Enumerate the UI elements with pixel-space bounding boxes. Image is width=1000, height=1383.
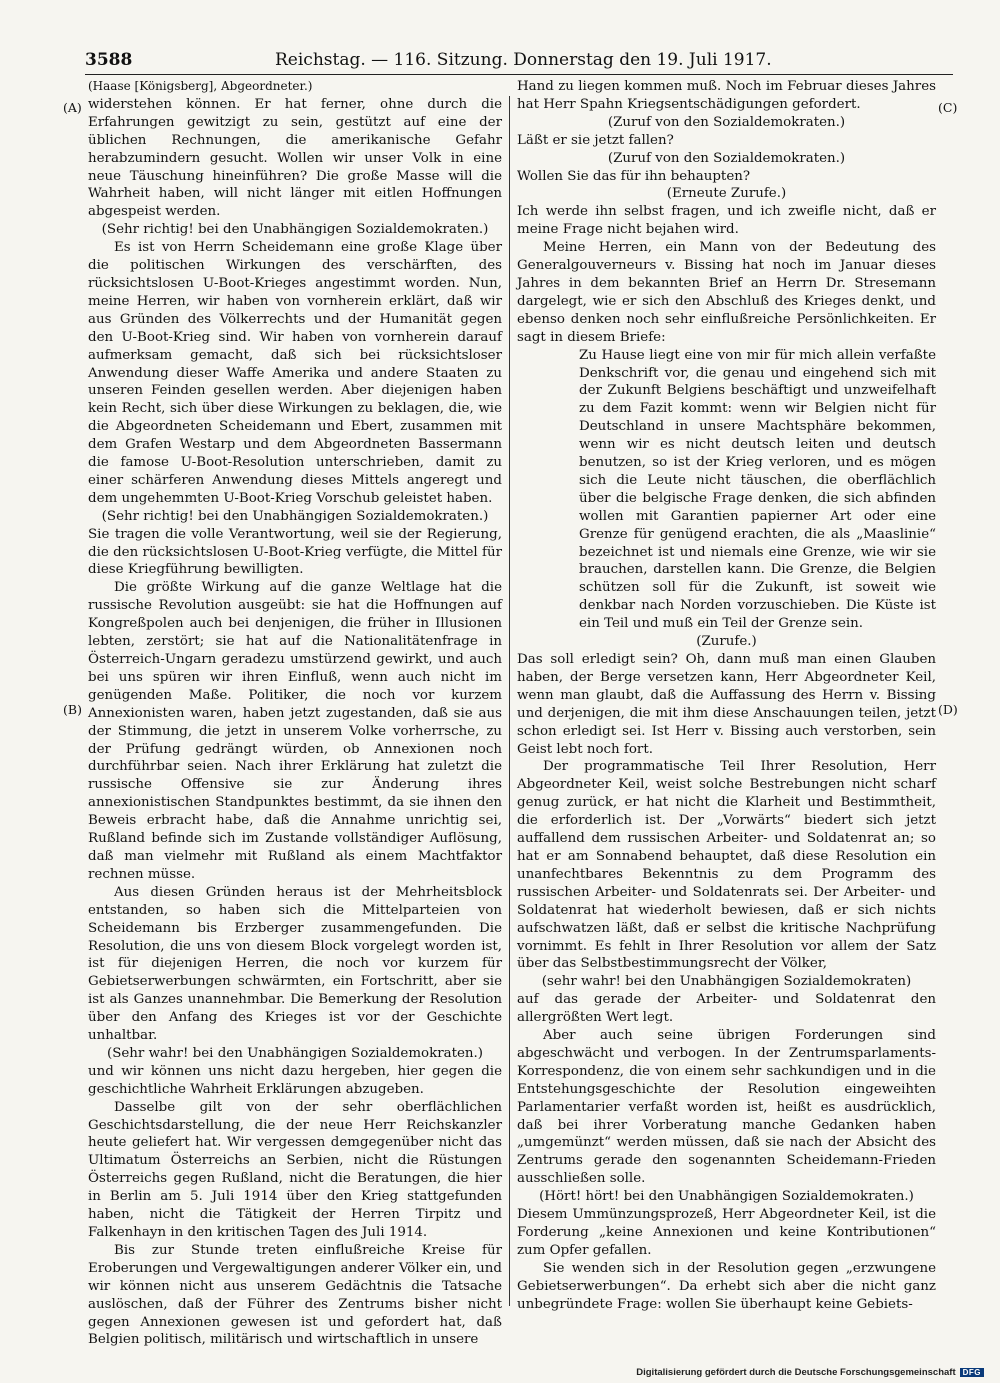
paragraph: Der programmatische Teil Ihrer Resolution, Herr Abgeordneter Keil, weist solche Bestrebungen nicht scharf genug zurück, er hat nicht die Klarheit und Bestimmtheit, die erforderlich ist. Der „Vorwärts“ biedert sich jetzt auffallend dem russischen Arbeiter- und Soldatenrat an; so hat er am Sonnabend behauptet, daß diese Resolution ein unanfechtbares Bekenntnis zu dem Programm des russischen Arbeiter- und Soldatenrats sei. Der Arbeiter- und Soldatenrat hat wiederholt bewiesen, daß er sich nichts aufschwatzen läßt, daß er selbst die kritische Nachprüfung vornimmt. Es fehlt in Ihrer Resolution vor allem der Satz über das Selbstbestimmungsrecht der Völker, <box>517 759 936 972</box>
paragraph: Ich werde ihn selbst fragen, und ich zweifle nicht, daß er meine Frage nicht bejahen wird. <box>517 204 936 238</box>
paragraph: Aber auch seine übrigen Forderungen sind abgeschwächt und verbogen. In der Zentrumsparlaments-Korrespondenz, die von einem sehr sachkundigen und in die Entstehungsgeschichte der Resolution eingeweihten Parlamentarier verfaßt worden ist, heißt es ausdrücklich, daß bei ihrer Vorberatung manche Gedanken haben „umgemünzt“ werden müssen, daß sie nach der Absicht des Zentrums gerade den sogenannten Scheidemann-Frieden ausschließen solle. <box>517 1028 936 1187</box>
interjection: (Zuruf von den Sozialdemokraten.) <box>607 114 846 130</box>
paragraph: Sie tragen die volle Verantwortung, weil sie der Regierung, die den rücksichtslosen U-Boot-Krieg verfügte, die Mittel für diese Kriegführung bewilligten. <box>88 526 502 578</box>
margin-marker-a: (A) <box>63 100 82 115</box>
interjection: (Erneute Zurufe.) <box>666 186 787 202</box>
left-column <box>88 78 502 1349</box>
paragraph: Das soll erledigt sein? Oh, dann muß man einen Glauben haben, der Berge versetzen kann, Herr Abgeordneter Keil, wenn man glaubt, daß die Auffassung des Herrn v. Bissing und derjenigen, die mit ihm diese Anschauungen teilen, jetzt schon erledigt sei. Ist Herr v. Bissing auch verstorben, sein Geist lebt noch fort. <box>517 652 936 757</box>
paragraph: Es ist von Herrn Scheidemann eine große Klage über die politischen Wirkungen des verschärften, des rücksichtslosen U-Boot-Krieges angestimmt worden. Nun, meine Herren, wir haben von vornherein erklärt, daß wir aus Gründen des Völkerrechts und der Humanität gegen den U-Boot-Krieg sind. Wir haben von vornherein darauf aufmerksam gemacht, daß sich bei rücksichtsloser Anwendung dieser Waffe Amerika und andere Staaten zu unseren Feinden gesellen werden. Aber diejenigen haben kein Recht, sich über diese Wirkungen zu beklagen, die, wie die Abgeordneten Scheidemann und Ebert, zusammen mit dem Grafen Westarp und dem Abgeordneten Bassermann die famose U-Boot-Resolution unterschrieben, damit zu einer schärferen Anwendung dieses Mittels angeregt und dem ungehemmten U-Boot-Krieg Vorschub geleistet haben. <box>88 240 502 506</box>
interjection: (sehr wahr! bei den Unabhängigen Sozialdemokraten) <box>541 974 912 990</box>
speaker-line: (Haase [Königsberg], Abgeordneter.) <box>88 79 313 93</box>
page-header <box>85 50 953 72</box>
paragraph: Bis zur Stunde treten einflußreiche Kreise für Eroberungen und Vergewaltigungen anderer Völker ein, und wir können nicht aus unserem Gedächtnis die Tatsache auslöschen, daß der Führer des Zentrums bisher nicht gegen Annexionen gewesen ist und gefordert hat, daß Belgien politisch, militärisch und wirtschaftlich in unsere <box>88 1242 502 1348</box>
interjection: (Sehr wahr! bei den Unabhängigen Sozialdemokraten.) <box>106 1045 484 1061</box>
paragraph: widerstehen können. Er hat ferner, ohne durch die Erfahrungen gewitzigt zu sein, gestützt auf eine der üblichen Rechnungen, die amerikanische Gefahr herabzumindern gesucht. Wollen wir unser Volk in eine neue Täuschung hineinführen? Die große Masse will die Wahrheit haben, will nicht länger mit eitlen Hoffnungen abgespeist werden. <box>88 96 502 220</box>
digitization-credit <box>636 1367 984 1378</box>
paragraph: Wollen Sie das für ihn behaupten? <box>517 168 751 184</box>
column-divider <box>509 96 510 1306</box>
paragraph: Hand zu liegen kommen muß. Noch im Februar dieses Jahres hat Herr Spahn Kriegsentschädigungen gefordert. <box>517 79 936 112</box>
paragraph: Läßt er sie jetzt fallen? <box>517 132 674 148</box>
page-number: 3588 <box>85 50 133 70</box>
interjection: (Sehr richtig! bei den Unabhängigen Sozialdemokraten.) <box>101 508 489 524</box>
paragraph: Aus diesen Gründen heraus ist der Mehrheitsblock entstanden, so haben sich die Mittelparteien von Scheidemann bis Erzberger zusammengefunden. Die Resolution, die uns von diesem Block vorgelegt worden ist, ist für diejenigen Herren, die noch vor kurzem für Gebietserwerbungen schwärmten, ein Fortschritt, aber sie ist als Ganzes unannehmbar. Die Bemerkung der Resolution über den Anfang des Krieges ist vor der Geschichte unhaltbar. <box>88 884 502 1044</box>
interjection: (Sehr richtig! bei den Unabhängigen Sozialdemokraten.) <box>101 222 489 238</box>
paragraph: und wir können uns nicht dazu hergeben, hier gegen die geschichtliche Wahrheit Erklärungen abzugeben. <box>88 1063 502 1097</box>
running-title: Reichstag. — 116. Sitzung. Donnerstag den 19. Juli 1917. <box>275 50 772 70</box>
interjection: (Zuruf von den Sozialdemokraten.) <box>607 150 846 166</box>
header-rule <box>85 74 953 75</box>
margin-marker-c: (C) <box>938 100 958 115</box>
paragraph: Dasselbe gilt von der sehr oberflächlichen Geschichtsdarstellung, die der neue Herr Reichskanzler heute geliefert hat. Wir vergessen demgegenüber nicht das Ultimatum Österreichs an Serbien, nicht die Rüstungen Österreichs gegen Rußland, nicht die Beratungen, die hier in Berlin am 5. Juli 1914 über den Krieg stattgefunden haben, nicht die Tätigkeit der Herren Tirpitz und Falkenhayn in den kritischen Tagen des Juli 1914. <box>88 1099 502 1240</box>
margin-marker-d: (D) <box>938 702 958 717</box>
paragraph: Meine Herren, ein Mann von der Bedeutung des Generalgouverneurs v. Bissing hat noch im Januar dieses Jahres in dem bekannten Brief an Herrn Dr. Stresemann dargelegt, wie er sich den Abschluß des Krieges denkt, und ebenso denken noch sehr einflußreiche Persönlichkeiten. Er sagt in diesem Briefe: <box>517 240 936 345</box>
credit-text: Digitalisierung gefördert durch die Deutsche Forschungsgemeinschaft <box>636 1367 956 1378</box>
right-column <box>517 78 936 1314</box>
block-quote: Zu Hause liegt eine von mir für mich allein verfaßte Denkschrift vor, die genau und eingehend sich mit der Zukunft Belgiens beschäftigt und unzweifelhaft zu dem Fazit kommt: wenn wir Belgien nicht für Deutschland in unsere Machtsphäre bekommen, wenn wir es nicht deutsch leiten und deutsch benutzen, so ist der Krieg verloren, und es mögen sich die Leute nicht täuschen, die oberflächlich über die belgische Frage denken, die sich abfinden wollen mit Garantien papierner Art oder eine Grenze für genügend erachten, die als „Maaslinie“ bezeichnet ist und niemals eine Grenze, wie wir sie brauchen, darstellen kann. Die Grenze, die Belgien schützen soll für die Zukunft, ist soweit wie denkbar nach Norden vorzuschieben. Die Küste ist ein Teil und muß ein Teil der Grenze sein. <box>579 347 936 632</box>
paragraph: auf das gerade der Arbeiter- und Soldatenrat den allergrößten Wert legt. <box>517 992 936 1026</box>
paragraph: Diesem Ummünzungsprozeß, Herr Abgeordneter Keil, ist die Forderung „keine Annexionen und keine Kontributionen“ zum Opfer gefallen. <box>517 1207 936 1258</box>
paragraph: Sie wenden sich in der Resolution gegen „erzwungene Gebietserwerbungen“. Da erhebt sich aber die nicht ganz unbegründete Frage: wollen Sie überhaupt keine Gebiets- <box>517 1260 936 1312</box>
margin-marker-b: (B) <box>63 702 82 717</box>
interjection: (Zurufe.) <box>696 634 757 650</box>
dfg-logo: DFG <box>960 1368 984 1377</box>
paragraph: Die größte Wirkung auf die ganze Weltlage hat die russische Revolution ausgeübt: sie hat die Hoffnungen auf Kongreßpolen auch bei denjenigen, die früher in Illusionen lebten, zerstört; sie hat auf die Nationalitätenfrage in Österreich-Ungarn geradezu umstürzend gewirkt, und auch bei uns spüren wir ihren Einfluß, wenn auch nicht im genügenden Maße. Politiker, die noch vor kurzem Annexionisten waren, haben jetzt zugestanden, daß sie aus der Stimmung, die jetzt in unserem Volke vorherrsche, zu der Prüfung gedrängt würden, ob Annexionen noch durchführbar seien. Nach ihrer Erklärung hat zuletzt die russische Offensive sie zur Änderung ihres annexionistischen Standpunktes bestimmt, da sie ihnen den Beweis erbracht habe, daß die Annahme unrichtig sei, Rußland befinde sich im Zustande vollständiger Auflösung, daß man vielmehr mit Rußland als einem Machtfaktor rechnen müsse. <box>88 580 502 882</box>
interjection: (Hört! hört! bei den Unabhängigen Sozialdemokraten.) <box>539 1189 914 1205</box>
